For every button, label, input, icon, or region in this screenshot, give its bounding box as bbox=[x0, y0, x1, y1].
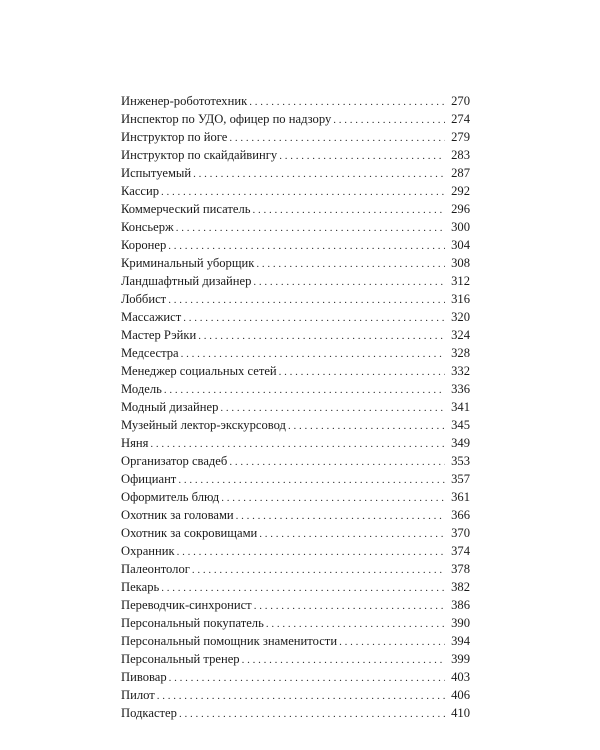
toc-entry-title: Инспектор по УДО, офицер по надзору bbox=[121, 112, 332, 126]
toc-page-number: 403 bbox=[451, 670, 470, 684]
toc-entry bbox=[121, 650, 470, 668]
toc-dot-leader bbox=[221, 489, 445, 506]
toc-entry bbox=[121, 452, 470, 470]
toc-dot-leader bbox=[279, 147, 445, 164]
toc-page-number: 390 bbox=[451, 616, 470, 630]
toc-entry-title: Официант bbox=[121, 472, 177, 486]
toc-entry-title: Пивовар bbox=[121, 670, 167, 684]
toc-page-number: 292 bbox=[451, 184, 470, 198]
toc-dot-leader bbox=[249, 93, 445, 110]
toc-entry-title: Пекарь bbox=[121, 580, 160, 594]
toc-entry bbox=[121, 416, 470, 434]
toc-entry-title: Консьерж bbox=[121, 220, 174, 234]
toc-entry bbox=[121, 380, 470, 398]
toc-page-number: 328 bbox=[451, 346, 470, 360]
toc-dot-leader bbox=[254, 597, 445, 614]
toc-dot-leader bbox=[183, 309, 445, 326]
toc-entry bbox=[121, 272, 470, 290]
toc-entry-title: Персональный тренер bbox=[121, 652, 240, 666]
toc-entry-title: Ландшафтный дизайнер bbox=[121, 274, 252, 288]
toc-entry bbox=[121, 434, 470, 452]
toc-page-number: 349 bbox=[451, 436, 470, 450]
toc-page-number: 274 bbox=[451, 112, 470, 126]
toc-page-number: 406 bbox=[451, 688, 470, 702]
toc-entry bbox=[121, 614, 470, 632]
toc-entry bbox=[121, 362, 470, 380]
toc-dot-leader bbox=[150, 435, 445, 452]
toc-entry-title: Персональный помощник знаменитости bbox=[121, 634, 338, 648]
toc-entry bbox=[121, 668, 470, 686]
toc-entry-title: Подкастер bbox=[121, 706, 177, 720]
toc-entry-title: Охранник bbox=[121, 544, 175, 558]
toc-entry-title: Организатор свадеб bbox=[121, 454, 228, 468]
toc-page-number: 270 bbox=[451, 94, 470, 108]
toc-entry bbox=[121, 236, 470, 254]
toc-entry-title: Няня bbox=[121, 436, 149, 450]
toc-entry-title: Охотник за головами bbox=[121, 508, 234, 522]
toc-entry bbox=[121, 704, 470, 722]
toc-page-number: 345 bbox=[451, 418, 470, 432]
toc-dot-leader bbox=[333, 111, 445, 128]
toc-page-number: 374 bbox=[451, 544, 470, 558]
toc-dot-leader bbox=[161, 183, 445, 200]
toc-entry-title: Палеонтолог bbox=[121, 562, 190, 576]
toc-entry-title: Модный дизайнер bbox=[121, 400, 219, 414]
toc-entry bbox=[121, 290, 470, 308]
toc-entry-title: Охотник за сокровищами bbox=[121, 526, 258, 540]
toc-dot-leader bbox=[164, 381, 445, 398]
toc-dot-leader bbox=[157, 687, 445, 704]
toc-entry-title: Коммерческий писатель bbox=[121, 202, 251, 216]
toc-entry bbox=[121, 146, 470, 164]
toc-entry-title: Персональный покупатель bbox=[121, 616, 264, 630]
toc-entry-title: Мастер Рэйки bbox=[121, 328, 197, 342]
toc-page-number: 370 bbox=[451, 526, 470, 540]
toc-dot-leader bbox=[229, 453, 445, 470]
toc-entry-title: Лоббист bbox=[121, 292, 167, 306]
toc-page-number: 308 bbox=[451, 256, 470, 270]
toc-entry bbox=[121, 254, 470, 272]
toc-entry-title: Инженер-робототехник bbox=[121, 94, 248, 108]
toc-entry-title: Инструктор по йоге bbox=[121, 130, 228, 144]
toc-dot-leader bbox=[256, 255, 445, 272]
toc-dot-leader bbox=[279, 363, 445, 380]
toc-entry bbox=[121, 128, 470, 146]
toc-dot-leader bbox=[181, 345, 445, 362]
toc-dot-leader bbox=[193, 165, 445, 182]
toc-entry bbox=[121, 398, 470, 416]
toc-entry bbox=[121, 470, 470, 488]
toc-entry bbox=[121, 578, 470, 596]
toc-page-number: 357 bbox=[451, 472, 470, 486]
toc-page-number: 324 bbox=[451, 328, 470, 342]
toc-page-number: 394 bbox=[451, 634, 470, 648]
toc-page-number: 382 bbox=[451, 580, 470, 594]
toc-entry-title: Массажист bbox=[121, 310, 182, 324]
toc-dot-leader bbox=[198, 327, 445, 344]
toc-dot-leader bbox=[192, 561, 445, 578]
toc-dot-leader bbox=[179, 705, 445, 722]
toc-dot-leader bbox=[236, 507, 445, 524]
toc-entry bbox=[121, 506, 470, 524]
toc-entry bbox=[121, 326, 470, 344]
toc-dot-leader bbox=[259, 525, 445, 542]
toc-page-number: 304 bbox=[451, 238, 470, 252]
toc-entry bbox=[121, 632, 470, 650]
toc-dot-leader bbox=[339, 633, 445, 650]
toc-dot-leader bbox=[253, 201, 445, 218]
toc-dot-leader bbox=[178, 471, 445, 488]
toc-entry bbox=[121, 488, 470, 506]
toc-page-number: 296 bbox=[451, 202, 470, 216]
toc-page-number: 320 bbox=[451, 310, 470, 324]
toc-page-number: 316 bbox=[451, 292, 470, 306]
toc-dot-leader bbox=[168, 291, 445, 308]
toc-entry-title: Модель bbox=[121, 382, 162, 396]
toc-dot-leader bbox=[176, 219, 445, 236]
toc-entry-title: Медсестра bbox=[121, 346, 179, 360]
toc-page-number: 279 bbox=[451, 130, 470, 144]
toc-dot-leader bbox=[253, 273, 445, 290]
toc-dot-leader bbox=[220, 399, 445, 416]
toc-entry bbox=[121, 524, 470, 542]
toc-page-number: 341 bbox=[451, 400, 470, 414]
toc-entry bbox=[121, 596, 470, 614]
toc-entry bbox=[121, 686, 470, 704]
toc-page-number: 366 bbox=[451, 508, 470, 522]
toc-entry bbox=[121, 560, 470, 578]
toc-entry-title: Менеджер социальных сетей bbox=[121, 364, 277, 378]
toc-page-number: 353 bbox=[451, 454, 470, 468]
toc-entry bbox=[121, 110, 470, 128]
toc-page-number: 287 bbox=[451, 166, 470, 180]
toc-page-number: 399 bbox=[451, 652, 470, 666]
toc-page-number: 283 bbox=[451, 148, 470, 162]
toc-dot-leader bbox=[168, 237, 445, 254]
toc-entry bbox=[121, 308, 470, 326]
toc-entry bbox=[121, 200, 470, 218]
toc-entry bbox=[121, 344, 470, 362]
toc-dot-leader bbox=[288, 417, 445, 434]
toc-dot-leader bbox=[266, 615, 445, 632]
toc-page-number: 300 bbox=[451, 220, 470, 234]
toc-entry-title: Оформитель блюд bbox=[121, 490, 220, 504]
toc-entry-title: Инструктор по скайдайвингу bbox=[121, 148, 278, 162]
toc-entry-title: Пилот bbox=[121, 688, 155, 702]
toc-entry bbox=[121, 218, 470, 236]
toc-dot-leader bbox=[177, 543, 445, 560]
toc-entry-title: Музейный лектор-экскурсовод bbox=[121, 418, 286, 432]
toc-entry bbox=[121, 542, 470, 560]
toc-entry-title: Испытуемый bbox=[121, 166, 192, 180]
toc-entry-title: Переводчик-синхронист bbox=[121, 598, 252, 612]
toc-page-number: 386 bbox=[451, 598, 470, 612]
toc-dot-leader bbox=[242, 651, 445, 668]
toc-dot-leader bbox=[169, 669, 445, 686]
toc-entry-title: Коронер bbox=[121, 238, 167, 252]
toc-dot-leader bbox=[229, 129, 445, 146]
toc-page-number: 378 bbox=[451, 562, 470, 576]
toc-page-number: 336 bbox=[451, 382, 470, 396]
toc-entry bbox=[121, 182, 470, 200]
table-of-contents bbox=[121, 92, 470, 722]
toc-page-number: 361 bbox=[451, 490, 470, 504]
toc-entry bbox=[121, 92, 470, 110]
toc-dot-leader bbox=[161, 579, 445, 596]
toc-page-number: 410 bbox=[451, 706, 470, 720]
toc-page-number: 332 bbox=[451, 364, 470, 378]
toc-page-number: 312 bbox=[451, 274, 470, 288]
toc-entry-title: Криминальный уборщик bbox=[121, 256, 255, 270]
toc-entry bbox=[121, 164, 470, 182]
toc-entry-title: Кассир bbox=[121, 184, 160, 198]
